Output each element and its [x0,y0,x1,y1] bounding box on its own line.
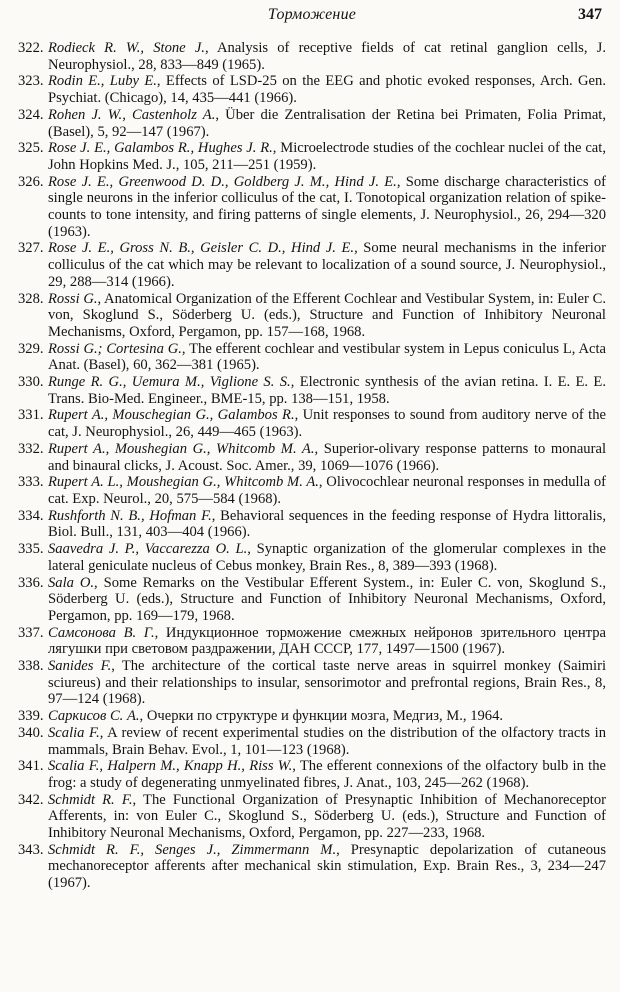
reference-number: 332. [18,440,44,457]
reference-body [48,474,606,507]
reference-item [18,407,606,440]
reference-item [18,758,606,791]
reference-authors: Rossi G. [48,290,98,307]
reference-text: , Some discharge characteristics of single neurons in the inferior colliculus of the cat, I. Tonotopical organization relation of spike-counts to tone intensity, and firing patterns of single elements, J. Neurophysiol., 26, 294—320 (1963). [48,173,606,240]
reference-authors: Rossi G.; Cortesina G. [48,340,182,357]
reference-authors: Scalia F., Halpern M., Knapp H., Riss W. [48,758,293,775]
reference-item [18,140,606,173]
reference-number: 323. [18,73,44,90]
reference-authors: Rupert A., Mouschegian G., Galambos R. [48,407,295,424]
reference-text: , Electronic synthesis of the avian retina. I. E. E. E. Trans. Bio-Med. Engineer., BME-15, pp. 138—151, 1958. [48,374,606,407]
reference-body [48,374,606,407]
reference-body [48,140,606,173]
reference-number: 329. [18,340,44,357]
reference-item [18,575,606,625]
reference-body [48,40,606,73]
reference-number: 337. [18,624,44,641]
reference-item [18,792,606,842]
reference-number: 322. [18,40,44,56]
reference-number: 335. [18,541,44,558]
reference-authors: Schmidt R. F., Senges J., Zimmermann M. [48,841,337,858]
reference-list [18,40,606,892]
page-number: 347 [578,6,602,23]
reference-body [48,758,606,791]
reference-item [18,842,606,892]
reference-text: , The Functional Organization of Presynaptic Inhibition of Mechanoreceptor Afferents, in: von Euler C., Skoglund S., Söderberg U. (eds.), Structure and Function of Inhibitory Neuronal Mechanisms, Oxford, Pergamon, pp. 227—233, 1968. [48,791,606,842]
reference-item [18,441,606,474]
reference-text: , Some neural mechanisms in the inferior colliculus of the cat which may be relevant to localization of a sound source, J. Neurophysiol., 29, 288—314 (1966). [48,240,606,290]
reference-body [48,441,606,474]
reference-body [48,291,606,341]
reference-item [18,174,606,241]
reference-authors: Rose J. E., Gross N. B., Geisler C. D., Hind J. E. [48,240,355,257]
reference-authors: Самсонова В. Г. [48,624,155,641]
reference-item [18,658,606,708]
reference-number: 330. [18,374,44,391]
reference-body [48,658,606,708]
reference-authors: Rose J. E., Galambos R., Hughes J. R. [48,140,273,157]
reference-body [48,842,606,892]
reference-item [18,291,606,341]
reference-number: 328. [18,290,44,307]
reference-text: , Olivocochlear neuronal responses in medulla of cat. Exp. Neurol., 20, 575—584 (1968). [48,474,606,507]
reference-authors: Rose J. E., Greenwood D. D., Goldberg J. M., Hind J. E. [48,173,397,190]
reference-item [18,240,606,290]
reference-authors: Runge R. G., Uemura M., Viglione S. S. [48,374,291,391]
reference-item [18,541,606,574]
reference-number: 338. [18,658,44,675]
reference-body [48,341,606,374]
reference-authors: Rushforth N. B., Hofman F. [48,507,212,524]
reference-authors: Sanides F. [48,658,112,675]
reference-authors: Rodin E., Luby E. [48,73,157,90]
reference-item [18,40,606,73]
reference-number: 343. [18,841,44,858]
reference-number: 342. [18,791,44,808]
reference-text: , Some Remarks on the Vestibular Efferent System., in: Euler C. von, Skoglund S., Söderberg U. (eds.), Structure and Function of Inhibitory Neuronal Mechanisms, Oxford, Pergamon, pp. 169—179, 1968. [48,574,607,624]
reference-body [48,508,606,541]
reference-text: , Microelectrode studies of the cochlear nuclei of the cat, John Hopkins Med. J., 105, 211—251 (1959). [48,140,606,173]
reference-text: , Behavioral sequences in the feeding response of Hydra littoralis, Biol. Bull., 131, 403—404 (1966). [48,507,607,541]
reference-number: 339. [18,708,44,725]
reference-body [48,407,606,440]
reference-text: , Unit responses to sound from auditory nerve of the cat, J. Neurophysiol., 26, 449—465 (1963). [48,407,606,441]
running-title: Торможение [267,6,357,23]
reference-item [18,107,606,140]
reference-item [18,374,606,407]
reference-body [48,174,606,241]
reference-authors: Scalia F. [48,724,100,741]
reference-text: , The efferent connexions of the olfactory bulb in the frog: a study of degenerating unmyelinated fibres, J. Anat., 103, 245—262 (1968). [48,758,606,791]
reference-item [18,625,606,658]
reference-authors: Rupert A. L., Moushegian G., Whitcomb M. A. [48,474,319,491]
reference-body [48,708,606,725]
reference-text: , The efferent cochlear and vestibular system in Lepus coniculus L, Acta Anat. (Basel), 60, 362—381 (1965). [48,340,607,374]
reference-text: , Effects of LSD-25 on the EEG and photic evoked responses, Arch. Gen. Psychiat. (Chicago), 14, 435—441 (1966). [48,73,606,107]
reference-body [48,625,606,658]
reference-authors: Sala O. [48,574,95,591]
reference-text: , A review of recent experimental studies on the distribution of the olfactory tracts in mammals, Brain Behav. Evol., 1, 101—123 (1968). [48,724,606,758]
reference-text: , Anatomical Organization of the Efferent Cochlear and Vestibular System, in: Euler C. von, Skoglund S., Söderberg U. (eds.), Structure and Function of Inhibitory Neuronal Mechanisms, Oxford, Pergamon, pp. 157—168, 1968. [48,290,606,340]
reference-authors: Rodieck R. W., Stone J. [48,40,205,56]
reference-number: 334. [18,507,44,524]
reference-item [18,73,606,106]
reference-authors: Rohen J. W., Castenholz A. [48,106,216,123]
reference-text: , Presynaptic depolarization of cutaneous mechanoreceptor afferents after mechanical skin stimulation, Exp. Brain Res., 3, 234—247 (1967). [48,841,606,892]
reference-text: , Synaptic organization of the glomerular complexes in the lateral geniculate nucleus of Cebus monkey, Brain Res., 8, 389—393 (1968). [48,541,607,574]
reference-authors: Schmidt R. F. [48,791,133,808]
reference-number: 326. [18,173,44,190]
reference-number: 324. [18,106,44,123]
reference-body [48,73,606,106]
reference-text: , Очерки по структуре и функции мозга, Медгиз, М., 1964. [139,708,504,725]
reference-item [18,708,606,725]
reference-item [18,725,606,758]
reference-number: 336. [18,574,44,591]
reference-text: , Индукционное торможение смежных нейронов зрительного центра лягушки при световом раздражении, ДАН СССР, 177, 1497—1500 (1967). [48,624,607,658]
reference-item [18,341,606,374]
reference-number: 340. [18,724,44,741]
reference-number: 341. [18,758,44,775]
reference-number: 333. [18,474,44,491]
reference-item [18,474,606,507]
reference-text: , Analysis of receptive fields of cat retinal ganglion cells, J. Neurophysiol., 28, 833—849 (1965). [48,40,606,73]
reference-body [48,792,606,842]
page-header [18,6,606,40]
reference-number: 327. [18,240,44,257]
reference-text: , The architecture of the cortical taste nerve areas in squirrel monkey (Saimiri sciureus) and their relationships to insular, sensorimotor and prefrontal regions, Brain Res., 8, 97—124 (1968). [48,658,606,708]
reference-authors: Saavedra J. P., Vaccarezza O. L. [48,541,248,558]
reference-authors: Саркисов С. А. [48,708,140,725]
reference-authors: Rupert A., Moushegian G., Whitcomb M. A. [48,440,315,457]
reference-item [18,508,606,541]
reference-text: , Superior-olivary response patterns to monaural and binaural clicks, J. Acoust. Soc. Amer., 39, 1069—1076 (1966). [48,440,607,474]
reference-number: 331. [18,407,44,424]
reference-body [48,107,606,140]
reference-body [48,575,606,625]
reference-body [48,240,606,290]
reference-body [48,541,606,574]
reference-text: , Über die Zentralisation der Retina bei Primaten, Folia Primat, (Basel), 5, 92—147 (1967). [48,106,607,140]
reference-body [48,725,606,758]
reference-number: 325. [18,140,44,157]
